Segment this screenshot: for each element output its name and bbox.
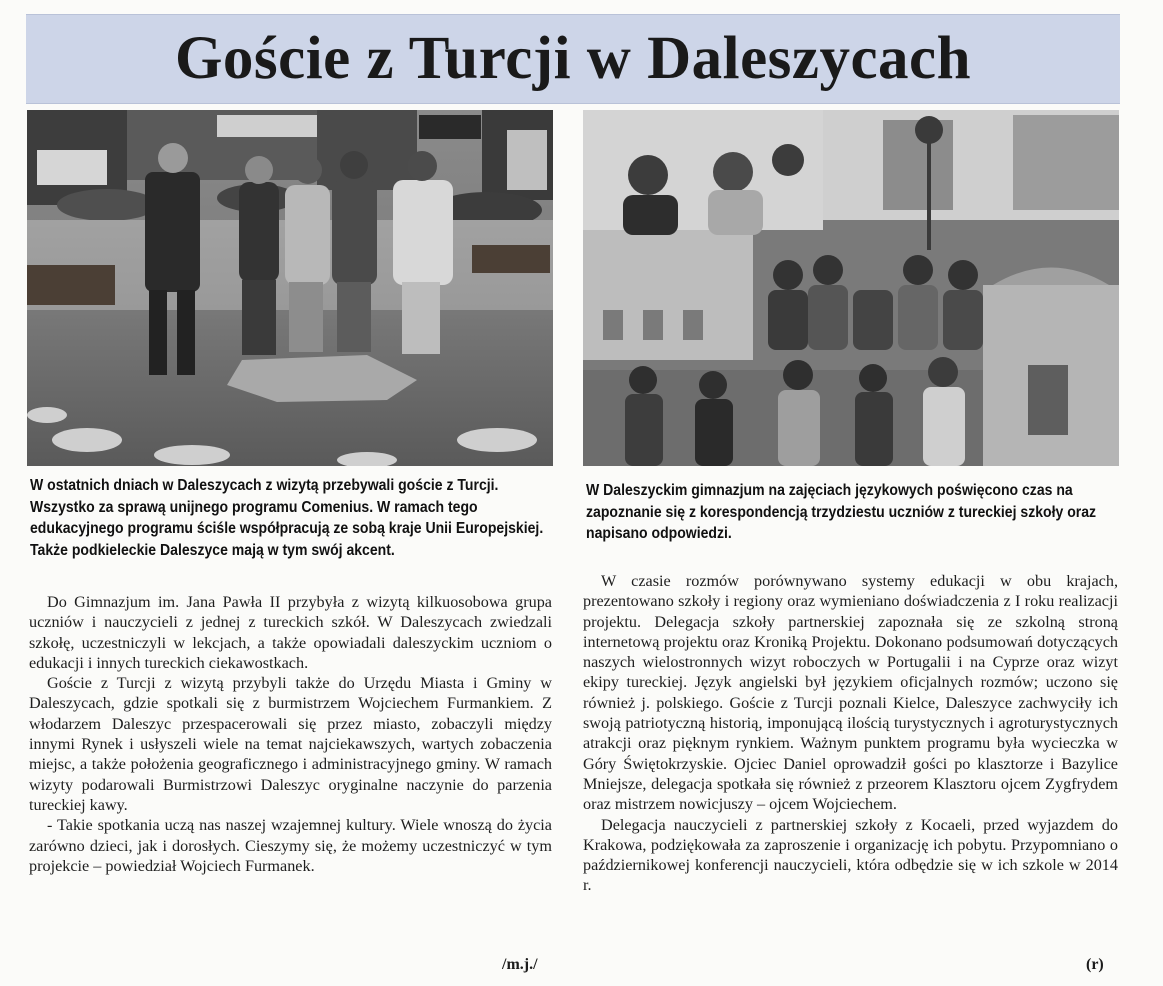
author-signoff-right: (r): [1086, 956, 1104, 973]
left-column: [29, 592, 552, 876]
right-column: [583, 571, 1118, 896]
photo-collage: [583, 110, 1119, 466]
author-signoff-left: /m.j./: [502, 956, 538, 973]
caption-right: W Daleszyckim gimnazjum na zajęciach językowych poświęcono czas na zapoznanie się z korespondencją trzydziestu uczniów z tureckiej szkoły oraz napisano odpowiedzi.: [586, 482, 1097, 542]
paragraph: Do Gimnazjum im. Jana Pawła II przybyła z wizytą kilkuosobowa grupa uczniów i nauczycieli z jednej z tureckich szkół. W Daleszycach zwiedzali szkołę, uczestniczyli w lekcjach, a także opowiadali daleszyckim uczniom o edukacji i innych tureckich ciekawostkach.: [29, 593, 552, 672]
photo-town-square: [27, 110, 553, 466]
paragraph: Goście z Turcji z wizytą przybyli także do Urzędu Miasta i Gminy w Daleszycach, gdzie spotkali się z burmistrzem Wojciechem Furmankiem. Z włodarzem Daleszyc przespacerowali się przez miasto, zobaczyli między innymi Rynek i usłyszeli wiele na temat najciekawszych, wartych zobaczenia miejsc, a także położenia geograficznego i administracyjnego gminy. W ramach wizyty podarowali Burmistrzowi Daleszyc oryginalne naczynie do parzenia tureckiej kawy.: [29, 674, 552, 814]
caption-left: W ostatnich dniach w Daleszycach z wizytą przebywali goście z Turcji. Wszystko za sprawą unijnego programu Comenius. W ramach tego edukacyjnego programu ściśle współpracują ze sobą kraje Unii Europejskiej. Także podkieleckie Daleszyce mają w tym swój akcent.: [30, 477, 544, 559]
paragraph: Delegacja nauczycieli z partnerskiej szkoły z Kocaeli, przed wyjazdem do Krakowa, podziękowała za zaproszenie i organizację ich pobytu. Przypomniano o październikowej konferencji nauczycieli, która odbędzie się w ich szkole w 2014 r.: [583, 815, 1118, 895]
article-title: Goście z Turcji w Daleszycach: [174, 25, 972, 92]
title-banner: [26, 14, 1120, 104]
paragraph: - Takie spotkania uczą nas naszej wzajemnej kultury. Wiele wnoszą do życia zarówno dzieci, jak i dorosłych. Cieszymy się, że możemy uczestniczyć w tym projekcie – powiedział Wojciech Furmanek.: [29, 816, 552, 875]
paragraph: W czasie rozmów porównywano systemy edukacji w obu krajach, prezentowano szkoły i regiony oraz wymieniano doświadczenia z I roku realizacji projektu. Delegacja szkoły partnerskiej zapoznała się ze szkolną stroną internetową projektu oraz Kroniką Projektu. Dokonano podsumowań dotyczących naszych wielostronnych wizyt roboczych w Portugalii i na Cyprze oraz wizyt ekipy tureckiej. Język angielski był językiem oficjalnych rozmów; uczono się również j. polskiego. Goście z Turcji poznali Kielce, Daleszyce zachwyciły ich swoją patriotyczną historią, imponującą ilością turystycznych i agroturystycznych atrakcji oraz pięknym rynkiem. Ważnym punktem programu była wycieczka w Góry Świętokrzyskie. Ojciec Daniel oprowadził gości po klasztorze i Bazylice Mniejsze, delegacja spotkała się również z przeorem Klasztoru ojcem Zygfrydem oraz mistrzem nowicjuszy – ojcem Wojciechem.: [583, 572, 1118, 814]
